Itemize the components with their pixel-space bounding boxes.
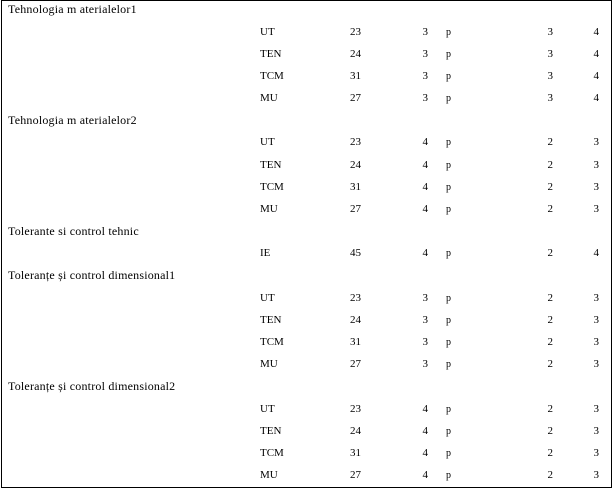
cell-type: p xyxy=(446,137,451,149)
cell-code: 27 xyxy=(350,202,361,215)
cell-hours: 3 xyxy=(593,314,599,326)
cell-credits: 2 xyxy=(547,358,553,371)
cell-type: p xyxy=(446,359,451,371)
cell-semester: 4 xyxy=(422,424,428,437)
table-row xyxy=(2,247,611,269)
cell-code: 27 xyxy=(350,91,361,104)
table-row xyxy=(2,425,611,447)
course-title: Tehnologia m aterialelor2 xyxy=(8,112,137,127)
table-row xyxy=(2,181,611,203)
cell-semester: 4 xyxy=(422,447,428,459)
cell-hours: 4 xyxy=(593,47,599,60)
cell-semester: 4 xyxy=(422,136,428,149)
cell-type: p xyxy=(446,70,451,82)
cell-semester: 4 xyxy=(422,402,428,415)
cell-specialization: UT xyxy=(260,402,275,415)
cell-type: p xyxy=(446,92,451,104)
cell-semester: 3 xyxy=(422,69,428,82)
cell-hours: 4 xyxy=(593,69,599,82)
cell-type: p xyxy=(446,159,451,171)
table-row xyxy=(2,203,611,225)
cell-type: p xyxy=(446,315,451,326)
cell-type: p xyxy=(446,248,451,260)
cell-type: p xyxy=(446,470,451,482)
cell-credits: 2 xyxy=(547,158,553,171)
cell-semester: 3 xyxy=(422,47,428,60)
cell-credits: 3 xyxy=(547,69,553,82)
cell-semester: 3 xyxy=(422,336,428,349)
cell-credits: 3 xyxy=(547,91,553,104)
table-row xyxy=(2,159,611,181)
course-title: Tolerante si control tehnic xyxy=(8,223,139,238)
cell-specialization: TEN xyxy=(260,158,282,171)
cell-type: p xyxy=(446,448,451,459)
table-row xyxy=(2,70,611,92)
cell-credits: 2 xyxy=(547,424,553,437)
cell-credits: 2 xyxy=(547,402,553,415)
cell-code: 31 xyxy=(350,180,361,193)
cell-specialization: TCM xyxy=(260,69,284,82)
cell-specialization: IE xyxy=(260,247,271,260)
cell-hours: 3 xyxy=(593,424,599,437)
cell-type: p xyxy=(446,203,451,215)
cell-semester: 4 xyxy=(422,202,428,215)
table-row xyxy=(2,314,611,336)
cell-type: p xyxy=(446,425,451,437)
cell-hours: 3 xyxy=(593,180,599,193)
table-row xyxy=(2,447,611,469)
table-row xyxy=(2,292,611,314)
cell-code: 24 xyxy=(350,424,361,437)
table-row xyxy=(2,469,611,488)
cell-credits: 2 xyxy=(547,247,553,260)
cell-type: p xyxy=(446,48,451,60)
course-title: Tehnologia m aterialelor1 xyxy=(8,2,137,16)
cell-code: 24 xyxy=(350,47,361,60)
cell-hours: 3 xyxy=(593,158,599,171)
cell-code: 27 xyxy=(350,469,361,482)
cell-semester: 4 xyxy=(422,180,428,193)
cell-code: 23 xyxy=(350,291,361,304)
cell-type: p xyxy=(446,292,451,304)
cell-code: 24 xyxy=(350,314,361,326)
cell-specialization: TEN xyxy=(260,47,282,60)
cell-semester: 3 xyxy=(422,358,428,371)
cell-specialization: MU xyxy=(260,91,278,104)
table-row xyxy=(2,92,611,114)
cell-semester: 3 xyxy=(422,25,428,38)
cell-specialization: TCM xyxy=(260,180,284,193)
cell-type: p xyxy=(446,181,451,193)
cell-code: 45 xyxy=(350,247,361,260)
cell-hours: 3 xyxy=(593,469,599,482)
table-row xyxy=(2,26,611,48)
cell-code: 31 xyxy=(350,447,361,459)
cell-code: 23 xyxy=(350,136,361,149)
cell-semester: 4 xyxy=(422,158,428,171)
table-row xyxy=(2,336,611,358)
cell-hours: 3 xyxy=(593,447,599,459)
course-title: Toleranțe și control dimensional1 xyxy=(8,268,176,283)
cell-specialization: TCM xyxy=(260,336,284,349)
cell-specialization: TEN xyxy=(260,424,282,437)
cell-type: p xyxy=(446,337,451,349)
table-row xyxy=(2,48,611,70)
cell-code: 23 xyxy=(350,25,361,38)
cell-specialization: TEN xyxy=(260,314,282,326)
cell-hours: 4 xyxy=(593,247,599,260)
cell-code: 23 xyxy=(350,402,361,415)
cell-specialization: TCM xyxy=(260,447,284,459)
cell-credits: 2 xyxy=(547,447,553,459)
course-title: Toleranțe și control dimensional2 xyxy=(8,379,176,394)
cell-specialization: UT xyxy=(260,25,275,38)
cell-semester: 3 xyxy=(422,91,428,104)
cell-hours: 3 xyxy=(593,202,599,215)
cell-code: 31 xyxy=(350,336,361,349)
cell-credits: 2 xyxy=(547,336,553,349)
cell-specialization: UT xyxy=(260,291,275,304)
cell-hours: 4 xyxy=(593,25,599,38)
cell-hours: 3 xyxy=(593,291,599,304)
cell-credits: 2 xyxy=(547,202,553,215)
cell-specialization: MU xyxy=(260,358,278,371)
cell-specialization: MU xyxy=(260,469,278,482)
cell-credits: 2 xyxy=(547,136,553,149)
cell-credits: 3 xyxy=(547,25,553,38)
cell-semester: 4 xyxy=(422,469,428,482)
cell-hours: 3 xyxy=(593,136,599,149)
cell-semester: 4 xyxy=(422,247,428,260)
course-table xyxy=(1,0,612,488)
cell-hours: 3 xyxy=(593,358,599,371)
cell-credits: 2 xyxy=(547,314,553,326)
table-row xyxy=(2,358,611,380)
cell-type: p xyxy=(446,26,451,38)
cell-semester: 3 xyxy=(422,314,428,326)
cell-credits: 2 xyxy=(547,469,553,482)
cell-hours: 3 xyxy=(593,402,599,415)
table-row xyxy=(2,403,611,425)
cell-code: 27 xyxy=(350,358,361,371)
cell-credits: 2 xyxy=(547,291,553,304)
cell-credits: 3 xyxy=(547,47,553,60)
cell-credits: 2 xyxy=(547,180,553,193)
cell-semester: 3 xyxy=(422,291,428,304)
cell-hours: 3 xyxy=(593,336,599,349)
table-row xyxy=(2,136,611,158)
cell-code: 24 xyxy=(350,158,361,171)
cell-hours: 4 xyxy=(593,91,599,104)
cell-specialization: UT xyxy=(260,136,275,149)
cell-type: p xyxy=(446,403,451,415)
cell-specialization: MU xyxy=(260,202,278,215)
cell-code: 31 xyxy=(350,69,361,82)
